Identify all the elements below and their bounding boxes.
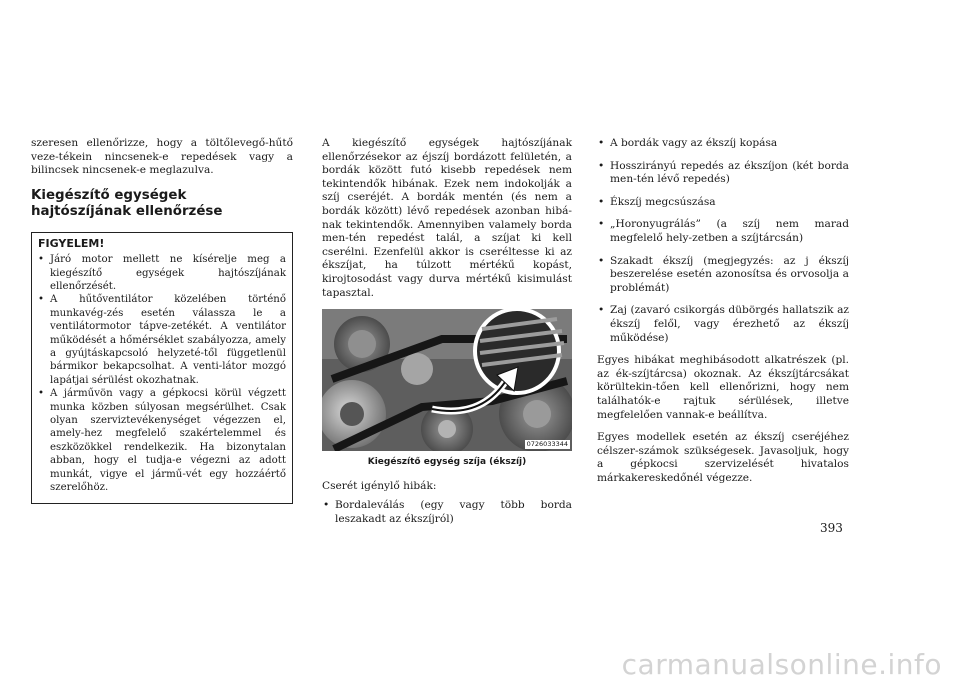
warning-item: • Járó motor mellett ne kísérelje meg a kiegészítő egységek hajtószíjának ellenőrzését. <box>38 253 286 293</box>
page-number: 393 <box>820 521 843 535</box>
figure-id: 0726033344 <box>526 440 568 449</box>
defect-item: • Hosszirányú repedés az ékszíjon (két borda men-tén lévő repedés) <box>597 160 849 187</box>
pulley-paragraph: Egyes hibákat meghibásodott alkatrészek (pl. az ék-szíjtárcsa) okoznak. Az ékszíjtárcsákat körültekin-tően kell ellenőrizni, hogy nem találhatók-e rajtuk sérülések, illetve megfelelően vannak-e beállítva. <box>597 354 849 421</box>
column-1 <box>31 137 293 504</box>
watermark <box>0 648 960 681</box>
defects-list <box>322 499 572 526</box>
defect-item: • Szakadt ékszíj (megjegyzés: az j ékszíj beszerelése esetén azonosítsa és orvosolja a problémát) <box>597 255 849 296</box>
warning-item: • A járművön vagy a gépkocsi körül végzett munka közben súlyosan megsérülhet. Csak olyan szerviztevékenységet végezzen el, amely-hez megfelelő szakértelemmel és eszközökkel rendelkezik. Ha bizonytalan abban, hogy el tudja-e végezni az adott munkát, vigye el jármű-vét egy hozzáértő szerelőhöz. <box>38 387 286 494</box>
defect-item: • A bordák vagy az ékszíj kopása <box>597 137 849 151</box>
warning-item: • A hűtőventilátor közelében történő munkavég-zés esetén válassza le a ventilátormotor tápve-zetékét. A ventilátor működését a hőmérséklet szabályozza, amely a gyújtáskapcsoló helyzeté-től függetlenül bármikor bekapcsolhat. A venti-látor mozgó lapátjai sérülést okozhatnak. <box>38 293 286 387</box>
intro-paragraph: szeresen ellenőrizze, hogy a töltőlevegő-hűtő veze-tékein nincsenek-e repedések vagy a bilincsek nincsenek-e meglazulva. <box>31 137 293 177</box>
belt-figure <box>322 309 572 451</box>
column-3 <box>597 137 849 494</box>
column-2 <box>322 137 572 533</box>
watermark-text: carmanualsonline.info <box>621 648 942 681</box>
warning-list <box>38 253 286 494</box>
warning-box <box>31 232 293 504</box>
section-heading: Kiegészítő egységek hajtószíjának ellenőrzése <box>31 187 223 219</box>
figure-caption: Kiegészítő egység szíja (ékszíj) <box>367 457 527 468</box>
warning-title: FIGYELEM! <box>38 236 105 250</box>
belt-inspection-paragraph: A kiegészítő egységek hajtószíjának ellenőrzésekor az éjszíj bordázott felületén, a bordák között futó kisebb repedések nem tekintendők hibának. Ezek nem indokolják a szíj cseréjét. A bordák mentén (és nem a bordák között) lévő repedések azonban hibá-nak tekintendők. Amennyiben valamely borda men-tén repedést talál, a szíjat ki kell cserélni. Ezenfelül akkor is cseréltesse ki az ékszíjat, ha túlzott mértékű kopást, kirojtosodást vagy durva mértékű kisimulást tapasztal. <box>322 137 572 299</box>
defect-item: • Zaj (zavaró csikorgás dübörgés hallatszik az ékszíj felől, vagy érezhető az ékszíj működése) <box>597 304 849 345</box>
engine-belt-photo <box>322 309 572 451</box>
defect-item: • Ékszíj megcsúszása <box>597 196 849 210</box>
defect-item: • „Horonyugrálás” (a szíj nem marad megfelelő hely-zetben a szíjtárcsán) <box>597 218 849 245</box>
service-paragraph: Egyes modellek esetén az ékszíj cseréjéhez célszer-számok szükségesek. Javasoljuk, hogy a gépkocsi szervizelését hivatalos márkakereskedőnél végezze. <box>597 431 849 484</box>
defects-intro: Cserét igénylő hibák: <box>322 479 437 492</box>
defect-item: • Bordaleválás (egy vagy több borda leszakadt az ékszíjról) <box>322 499 572 526</box>
defects-list-continued <box>597 137 849 345</box>
